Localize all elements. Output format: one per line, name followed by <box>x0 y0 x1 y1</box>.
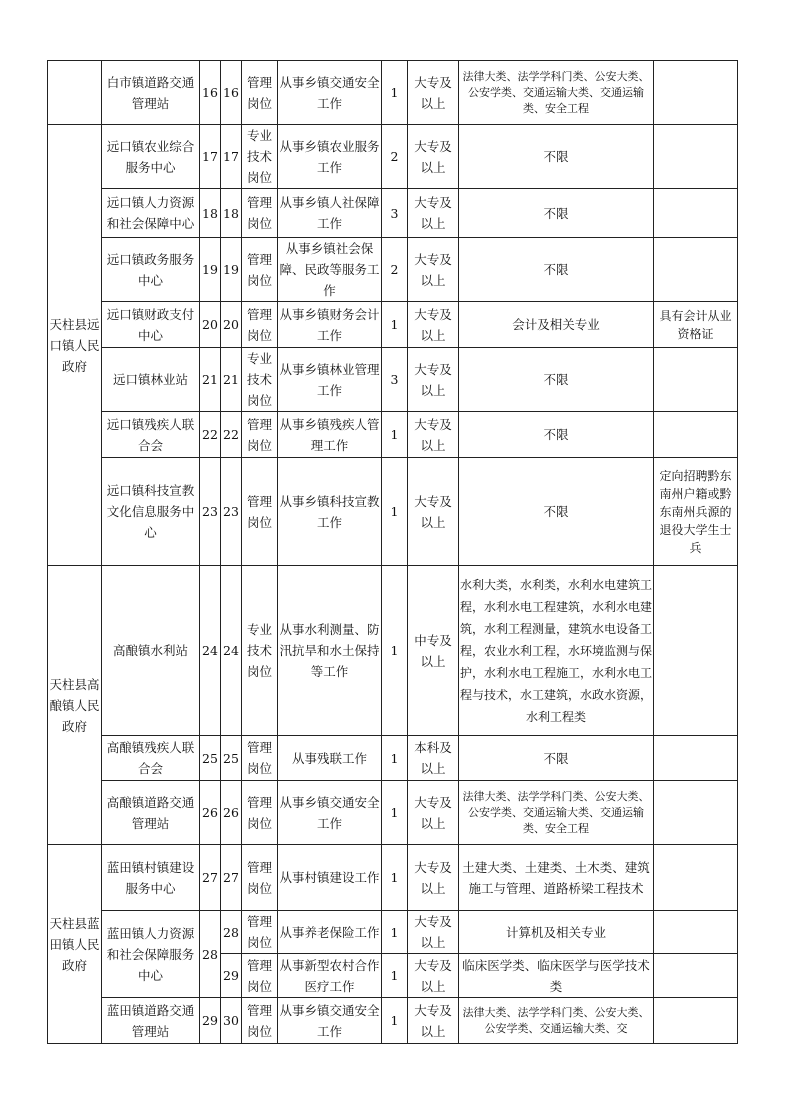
major-cell: 会计及相关专业 <box>459 302 654 348</box>
position-type-cell: 管理岗位 <box>242 736 278 781</box>
note-cell <box>654 566 738 736</box>
note-cell <box>654 911 738 954</box>
major-cell: 不限 <box>459 412 654 458</box>
headcount-cell: 1 <box>382 911 408 954</box>
department-cell: 天柱县蓝田镇人民政府 <box>48 845 102 1044</box>
education-cell: 大专及以上 <box>408 412 459 458</box>
unit-code-cell: 28 <box>200 911 221 998</box>
note-cell: 具有会计从业资格证 <box>654 302 738 348</box>
unit-cell: 远口镇财政支付中心 <box>102 302 200 348</box>
position-code-cell: 19 <box>221 238 242 302</box>
table-row <box>48 911 738 954</box>
position-type-cell: 管理岗位 <box>242 189 278 238</box>
note-cell <box>654 998 738 1044</box>
position-code-cell: 29 <box>221 954 242 998</box>
unit-code-cell: 26 <box>200 781 221 845</box>
duty-cell: 从事乡镇财务会计工作 <box>278 302 382 348</box>
major-cell: 临床医学类、临床医学与医学技术类 <box>459 954 654 998</box>
note-cell <box>654 238 738 302</box>
headcount-cell: 1 <box>382 302 408 348</box>
duty-cell: 从事乡镇农业服务工作 <box>278 125 382 189</box>
department-cell: 天柱县高酿镇人民政府 <box>48 566 102 845</box>
position-code-cell: 27 <box>221 845 242 911</box>
unit-code-cell: 25 <box>200 736 221 781</box>
unit-code-cell: 22 <box>200 412 221 458</box>
duty-cell: 从事养老保险工作 <box>278 911 382 954</box>
unit-code-cell: 19 <box>200 238 221 302</box>
position-type-cell: 管理岗位 <box>242 998 278 1044</box>
headcount-cell: 1 <box>382 458 408 566</box>
unit-code-cell: 23 <box>200 458 221 566</box>
unit-code-cell: 24 <box>200 566 221 736</box>
position-code-cell: 21 <box>221 348 242 412</box>
education-cell: 大专及以上 <box>408 125 459 189</box>
unit-cell: 蓝田镇道路交通管理站 <box>102 998 200 1044</box>
major-cell: 水利大类，水利类，水利水电建筑工程，水利水电工程建筑，水利水电建筑，水利工程测量，建筑水电设备工程，农业水利工程，水环境监测与保护，水利水电工程施工，水利水电工程与技术，水工建筑，水政水资源，水利工程类 <box>459 566 654 736</box>
duty-cell: 从事水利测量、防汛抗旱和水土保持等工作 <box>278 566 382 736</box>
duty-cell: 从事乡镇交通安全工作 <box>278 998 382 1044</box>
position-code-cell: 23 <box>221 458 242 566</box>
unit-cell: 高酿镇残疾人联合会 <box>102 736 200 781</box>
note-cell: 定向招聘黔东南州户籍或黔东南州兵源的退役大学生士兵 <box>654 458 738 566</box>
education-cell: 大专及以上 <box>408 954 459 998</box>
position-code-cell: 30 <box>221 998 242 1044</box>
headcount-cell: 1 <box>382 61 408 125</box>
table-row <box>48 458 738 566</box>
unit-cell: 远口镇科技宣教文化信息服务中心 <box>102 458 200 566</box>
unit-code-cell: 27 <box>200 845 221 911</box>
major-cell: 不限 <box>459 238 654 302</box>
note-cell <box>654 125 738 189</box>
position-type-cell: 管理岗位 <box>242 412 278 458</box>
position-type-cell: 管理岗位 <box>242 61 278 125</box>
note-cell <box>654 412 738 458</box>
duty-cell: 从事乡镇交通安全工作 <box>278 781 382 845</box>
education-cell: 大专及以上 <box>408 781 459 845</box>
education-cell: 中专及以上 <box>408 566 459 736</box>
position-type-cell: 专业技术岗位 <box>242 125 278 189</box>
major-cell: 不限 <box>459 125 654 189</box>
duty-cell: 从事村镇建设工作 <box>278 845 382 911</box>
position-code-cell: 18 <box>221 189 242 238</box>
unit-cell: 远口镇林业站 <box>102 348 200 412</box>
education-cell: 大专及以上 <box>408 302 459 348</box>
education-cell: 大专及以上 <box>408 998 459 1044</box>
position-type-cell: 管理岗位 <box>242 458 278 566</box>
note-cell <box>654 954 738 998</box>
major-cell: 法律大类、法学学科门类、公安大类、公安学类、交通运输大类、交 <box>459 998 654 1044</box>
position-code-cell: 17 <box>221 125 242 189</box>
duty-cell: 从事乡镇人社保障工作 <box>278 189 382 238</box>
headcount-cell: 1 <box>382 736 408 781</box>
position-code-cell: 20 <box>221 302 242 348</box>
duty-cell: 从事乡镇科技宣教工作 <box>278 458 382 566</box>
education-cell: 大专及以上 <box>408 348 459 412</box>
unit-cell: 白市镇道路交通管理站 <box>102 61 200 125</box>
note-cell <box>654 61 738 125</box>
unit-code-cell: 16 <box>200 61 221 125</box>
unit-code-cell: 20 <box>200 302 221 348</box>
headcount-cell: 1 <box>382 845 408 911</box>
headcount-cell: 3 <box>382 348 408 412</box>
major-cell: 不限 <box>459 736 654 781</box>
position-type-cell: 管理岗位 <box>242 302 278 348</box>
education-cell: 大专及以上 <box>408 189 459 238</box>
unit-cell: 远口镇人力资源和社会保障中心 <box>102 189 200 238</box>
major-cell: 不限 <box>459 348 654 412</box>
table-row <box>48 238 738 302</box>
duty-cell: 从事乡镇残疾人管理工作 <box>278 412 382 458</box>
unit-cell: 蓝田镇村镇建设服务中心 <box>102 845 200 911</box>
position-code-cell: 16 <box>221 61 242 125</box>
unit-cell: 高酿镇水利站 <box>102 566 200 736</box>
position-code-cell: 26 <box>221 781 242 845</box>
unit-code-cell: 29 <box>200 998 221 1044</box>
position-code-cell: 24 <box>221 566 242 736</box>
major-cell: 法律大类、法学学科门类、公安大类、公安学类、交通运输大类、交通运输类、安全工程 <box>459 781 654 845</box>
position-type-cell: 专业技术岗位 <box>242 566 278 736</box>
unit-cell: 蓝田镇人力资源和社会保障服务中心 <box>102 911 200 998</box>
position-type-cell: 管理岗位 <box>242 911 278 954</box>
position-type-cell: 管理岗位 <box>242 781 278 845</box>
note-cell <box>654 348 738 412</box>
duty-cell: 从事残联工作 <box>278 736 382 781</box>
table-row <box>48 189 738 238</box>
headcount-cell: 1 <box>382 954 408 998</box>
position-type-cell: 专业技术岗位 <box>242 348 278 412</box>
recruitment-table <box>47 60 738 1044</box>
education-cell: 大专及以上 <box>408 458 459 566</box>
department-cell <box>48 61 102 125</box>
headcount-cell: 1 <box>382 781 408 845</box>
unit-cell: 远口镇残疾人联合会 <box>102 412 200 458</box>
position-code-cell: 22 <box>221 412 242 458</box>
headcount-cell: 3 <box>382 189 408 238</box>
table-row <box>48 781 738 845</box>
table-row <box>48 61 738 125</box>
note-cell <box>654 189 738 238</box>
duty-cell: 从事新型农村合作医疗工作 <box>278 954 382 998</box>
education-cell: 本科及以上 <box>408 736 459 781</box>
table-row <box>48 566 738 736</box>
headcount-cell: 2 <box>382 238 408 302</box>
table-row <box>48 125 738 189</box>
duty-cell: 从事乡镇交通安全工作 <box>278 61 382 125</box>
headcount-cell: 1 <box>382 412 408 458</box>
table-row <box>48 845 738 911</box>
table-row <box>48 736 738 781</box>
department-cell: 天柱县远口镇人民政府 <box>48 125 102 566</box>
position-code-cell: 28 <box>221 911 242 954</box>
education-cell: 大专及以上 <box>408 845 459 911</box>
headcount-cell: 1 <box>382 566 408 736</box>
duty-cell: 从事乡镇林业管理工作 <box>278 348 382 412</box>
education-cell: 大专及以上 <box>408 238 459 302</box>
headcount-cell: 1 <box>382 998 408 1044</box>
position-code-cell: 25 <box>221 736 242 781</box>
education-cell: 大专及以上 <box>408 911 459 954</box>
major-cell: 不限 <box>459 189 654 238</box>
major-cell: 不限 <box>459 458 654 566</box>
table-row <box>48 998 738 1044</box>
unit-cell: 远口镇农业综合服务中心 <box>102 125 200 189</box>
unit-code-cell: 17 <box>200 125 221 189</box>
note-cell <box>654 736 738 781</box>
table-row <box>48 412 738 458</box>
position-type-cell: 管理岗位 <box>242 238 278 302</box>
unit-code-cell: 18 <box>200 189 221 238</box>
note-cell <box>654 781 738 845</box>
major-cell: 计算机及相关专业 <box>459 911 654 954</box>
unit-code-cell: 21 <box>200 348 221 412</box>
position-type-cell: 管理岗位 <box>242 845 278 911</box>
table-row <box>48 302 738 348</box>
headcount-cell: 2 <box>382 125 408 189</box>
duty-cell: 从事乡镇社会保障、民政等服务工作 <box>278 238 382 302</box>
unit-cell: 远口镇政务服务中心 <box>102 238 200 302</box>
position-type-cell: 管理岗位 <box>242 954 278 998</box>
table-row <box>48 348 738 412</box>
education-cell: 大专及以上 <box>408 61 459 125</box>
major-cell: 土建大类、土建类、土木类、建筑施工与管理、道路桥梁工程技术 <box>459 845 654 911</box>
unit-cell: 高酿镇道路交通管理站 <box>102 781 200 845</box>
note-cell <box>654 845 738 911</box>
major-cell: 法律大类、法学学科门类、公安大类、公安学类、交通运输大类、交通运输类、安全工程 <box>459 61 654 125</box>
